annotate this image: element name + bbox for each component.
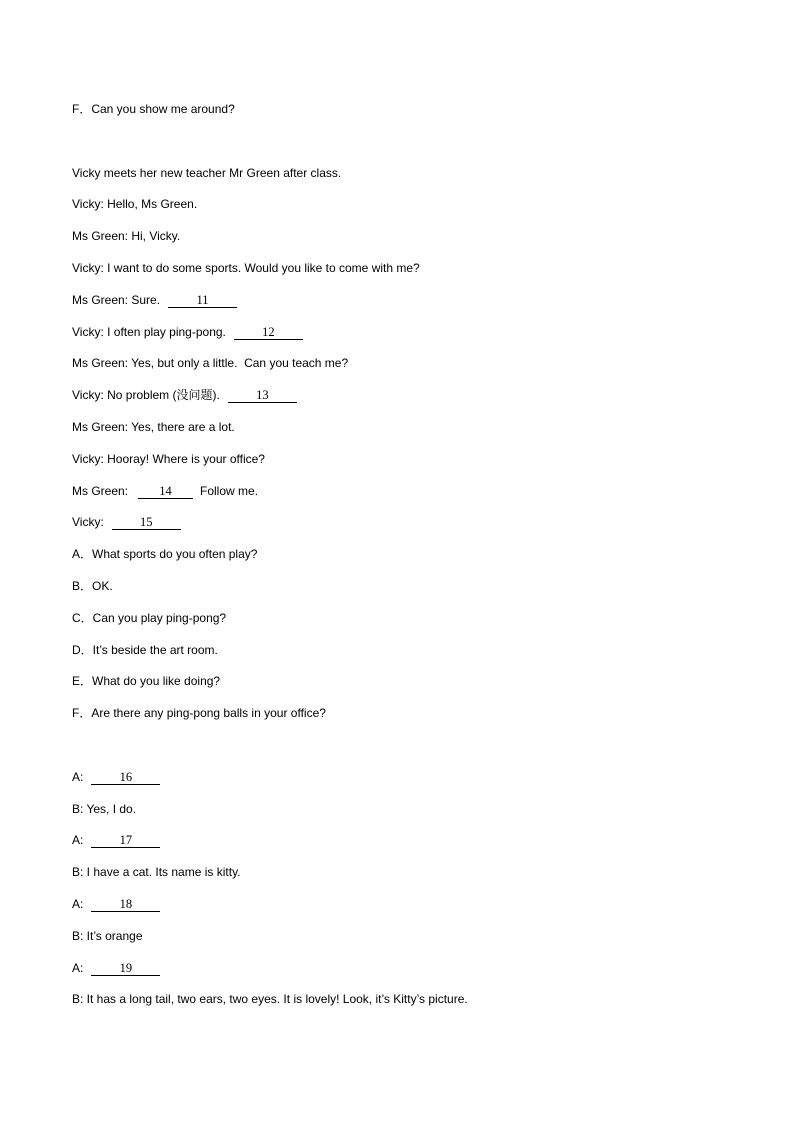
dialogue-text: Vicky: [72,515,104,530]
spacer [72,730,752,762]
dialogue-text: Vicky: No problem (没问题). [72,388,220,403]
dialogue-text: A: [72,960,84,975]
answer-blank: 12 [234,326,303,340]
dialogue-line [72,762,752,794]
answer-blank: 14 [138,485,193,499]
dialogue-line [72,348,752,380]
dialogue-text: Ms Green: Yes, there are a lot. [72,419,235,434]
dialogue-line [72,953,752,985]
option-text: C．Can you play ping-pong? [72,610,227,625]
dialogue-line [72,317,752,349]
spacer [72,126,752,158]
dialogue-text: Vicky: I want to do some sports. Would you like to come with me? [72,260,420,275]
dialogue-line [72,921,752,953]
answer-blank: 15 [112,516,181,530]
answer-blank: 18 [91,898,160,912]
answer-blank: 17 [91,834,160,848]
dialogue-line [72,857,752,889]
dialogue-1-intro [72,158,752,190]
answer-blank: 11 [168,294,237,308]
option-text: D．It’s beside the art room. [72,642,218,657]
dialogue-line [72,444,752,476]
dialogue-text: Ms Green: Hi, Vicky. [72,229,181,244]
dialogue-line [72,189,752,221]
dialogue-text: B: I have a cat. Its name is kitty. [72,865,241,880]
dialogue-text: B: Yes, I do. [72,801,137,816]
option-f [72,698,752,730]
dialogue-text: Vicky: I often play ping-pong. [72,324,226,339]
option-e [72,666,752,698]
dialogue-line [72,889,752,921]
dialogue-text: A: [72,769,84,784]
option-text: F．Can you show me around? [72,102,235,116]
option-text: A．What sports do you often play? [72,547,258,562]
dialogue-text: Vicky: Hello, Ms Green. [72,197,198,212]
dialogue-line [72,825,752,857]
option-c [72,603,752,635]
dialogue-text: B: It has a long tail, two ears, two eyes. It is lovely! Look, it’s Kitty’s picture. [72,992,468,1007]
dialogue-text: A: [72,896,84,911]
dialogue-line [72,221,752,253]
answer-blank: 13 [228,389,297,403]
intro-text: Vicky meets her new teacher Mr Green after class. [72,165,342,180]
option-d [72,635,752,667]
dialogue-line [72,476,752,508]
dialogue-text-after: Follow me. [200,483,259,498]
answer-blank: 16 [91,771,160,785]
dialogue-text: Vicky: Hooray! Where is your office? [72,451,265,466]
option-text: F．Are there any ping-pong balls in your office? [72,706,326,721]
dialogue-line [72,412,752,444]
dialogue-text: Ms Green: Yes, but only a little. Can you teach me? [72,356,349,371]
dialogue-line [72,507,752,539]
dialogue-line [72,984,752,1016]
option-b [72,571,752,603]
option-text: B．OK. [72,578,113,593]
dialogue-text: B: It’s orange [72,928,143,943]
dialogue-line [72,380,752,412]
option-text: E．What do you like doing? [72,674,221,689]
previous-option-f [72,94,752,126]
dialogue-text: Ms Green: [72,483,129,498]
dialogue-line [72,253,752,285]
option-a [72,539,752,571]
dialogue-text: Ms Green: Sure. [72,292,161,307]
dialogue-text: A: [72,833,84,848]
dialogue-line [72,794,752,826]
worksheet-content [72,94,752,1016]
dialogue-line [72,285,752,317]
answer-blank: 19 [91,962,160,976]
